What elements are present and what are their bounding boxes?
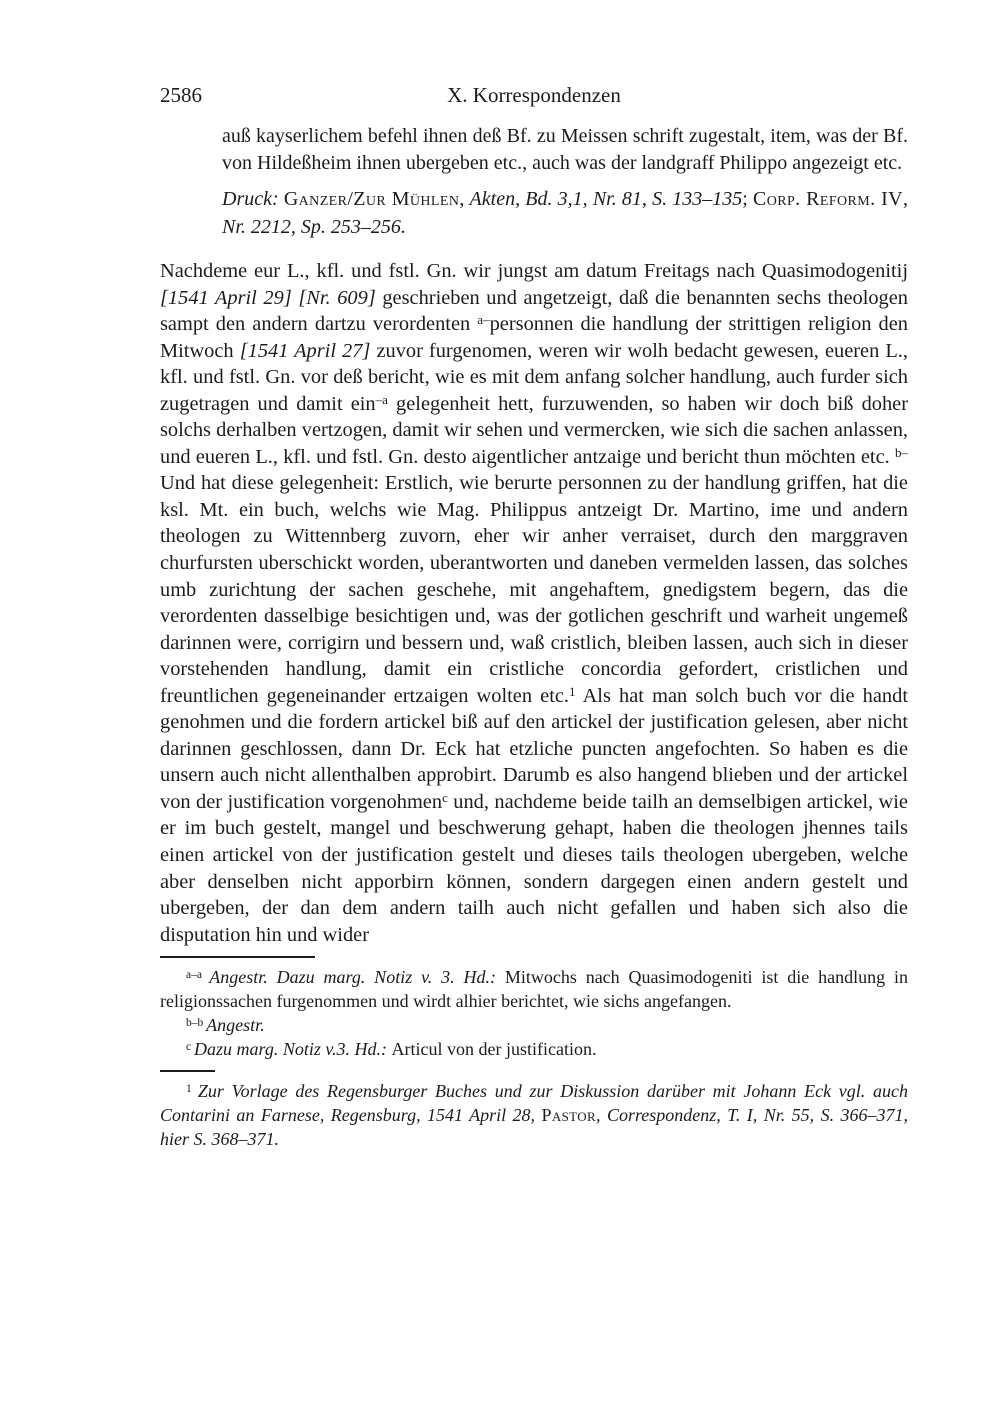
- footnote-separator-rule: [160, 1070, 215, 1072]
- apparatus-separator-rule: [160, 956, 315, 958]
- footnote-1: $^1$ Zur Vorlage des Regensburger Buches und zur Diskussion darüber mit Johann Eck vgl. auch Contarini an Farnese, Regensburg, 1541 April 28, Pastor, Correspondenz, T. I, Nr. 55, S. 366–371, hier S. 368–371.: [160, 1081, 908, 1150]
- letter-body-paragraph: Nachdeme eur L., kfl. und fstl. Gn. wir jungst am datum Freitags nach Quasimodogenitij [1541 April 29] [Nr. 609] geschrieben und angetzeigt, daß die benannten sechs theologen sampt den andern dartzu verordenten $^{a-}$personnen die handlung der strittigen religion den Mitwoch [1541 April 27] zuvor furgenomen, weren wir wolh bedacht gewesen, eueren L., kfl. und fstl. Gn. vor deß bericht, wie es mit dem anfang solcher handlung, auch furder sich zugetragen und damit ein$^{-a}$ gelegenheit hett, furzuwenden, so haben wir doch biß doher solchs derhalben vertzogen, damit wir sehen und vermercken, wie sich die sachen anlassen, und eueren L., kfl. und fstl. Gn. desto aigentlicher antzaige und bericht thun möchten etc. $^{b-}$Und hat diese gelegenheit: Erstlich, wie berurte personnen zu der handlung griffen, hat die ksl. Mt. ein buch, welchs wie Mag. Philippus antzeigt Dr. Martino, ime und andern theologen zu Wittennberg zuvorn, eher wir anher verraiset, durch den marggraven churfursten uberschickt worden, uberantworten und daneben vermelden lassen, das solches umb zurichtung der sachen geschehe, mit angehaftem, gnedigstem begern, das die verordenten dasselbige besichtigen und, was der gotlichen geschrift und warheit ungemeß darinnen were, corrigirn und bessern und, waß cristlich, bleiben lassen, auch sich in dieser vorstehenden handlung, damit ein cristliche concordia gefordert, cristlichen und freuntlichen gegeneinander ertzaigen wolten etc.$^1$ Als hat man solch buch vor die handt genohmen und die fordern artickel biß auf den artickel der justification gelesen, aber nicht darinnen geschlossen, dann Dr. Eck hat etzliche puncten angefochten. So haben es die unsern auch nicht allenthalben approbirt. Darumb es also hangend blieben und der artickel von der justification vorgenohmen$^c$ und, nachdeme beide tailh an demselbigen artickel, wie er im buch gestelt, mangel und beschwerung gehapt, haben die theologen jhennes tails einen artickel von der justification gestelt und dieses tails theologen ubergeben, welche aber denselben nicht apporbirn können, sondern dargegen einen andern gestelt und ubergeben, der dan dem andern tailh auch nicht gefallen und haben sich also die disputation hin und wider: [160, 260, 909, 946]
- page-number: 2586: [160, 83, 202, 107]
- running-header-title: X. Korrespondenzen: [447, 83, 621, 107]
- apparatus-note-a: $^{a-a}$ Angestr. Dazu marg. Notiz v. 3. Hd.: Mitwochs nach Quasimodogeniti ist die handlung in religionssachen furgenommen und wirdt alhier berichtet, wie sichs angefangen.: [160, 967, 908, 1012]
- apparatus-note-b: $^{b-b}$ Angestr.: [186, 1015, 265, 1036]
- apparatus-note-c: $^c$ Dazu marg. Notiz v.3. Hd.: Articul von der justification.: [186, 1039, 597, 1060]
- critical-apparatus: [160, 965, 908, 1061]
- summary-paragraph: auß kayserlichem befehl ihnen deß Bf. zu Meissen schrift zugestalt, item, was der Bf. von Hildeßheim ihnen ubergeben etc., auch was der landgraff Philippo angezeigt etc.: [222, 125, 908, 174]
- imprint-reference-paragraph: Druck: Ganzer/Zur Mühlen, Akten, Bd. 3,1, Nr. 81, S. 133–135; Corp. Reform. IV, Nr. 2212, Sp. 253–256.: [222, 188, 909, 238]
- footnotes-section: [160, 1079, 908, 1151]
- page-header: [160, 82, 908, 108]
